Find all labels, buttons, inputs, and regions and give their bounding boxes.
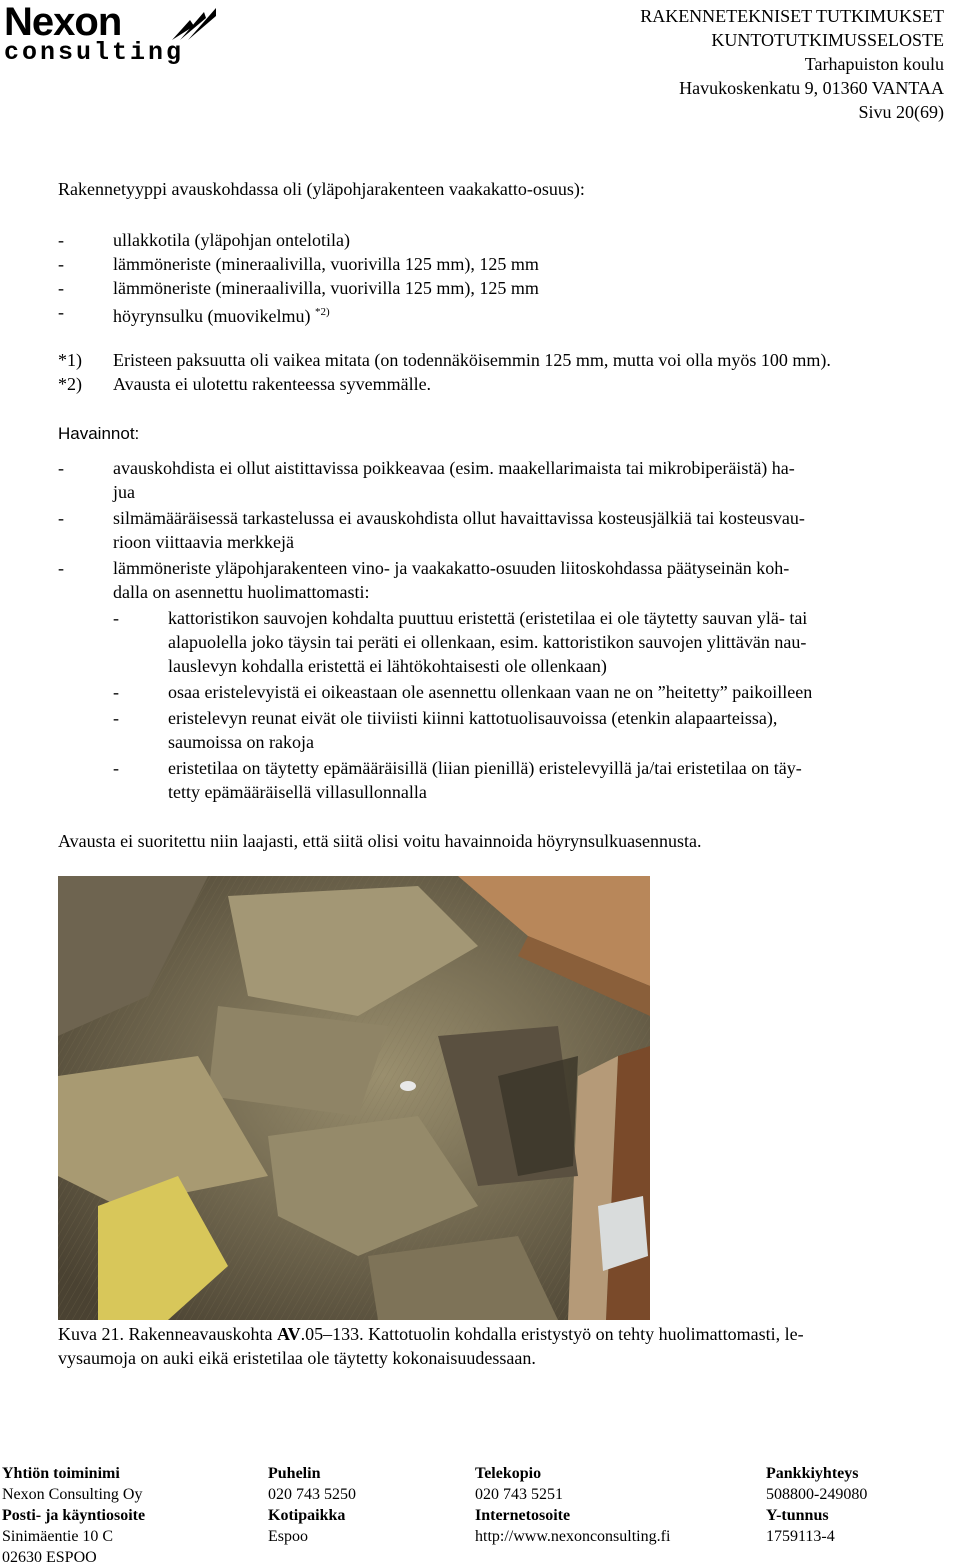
footnote-text: Avausta ei ulotettu rakenteessa syvemmälle. (113, 374, 432, 394)
sub-observation-line: tetty epämääräisellä villasullonnalla (168, 782, 427, 802)
logo-top-text: Nexon (4, 0, 122, 44)
structure-item: höyrynsulku (muovikelmu) $^{*2)}$ (113, 306, 330, 326)
structure-item: ullakkotila (yläpohjan ontelotila) (113, 230, 350, 250)
sub-observation-line: kattoristikon sauvojen kohdalta puuttuu eristettä (eristetilaa ei ole täytetty sauvan ylä- tai (168, 608, 808, 628)
footer-value: 508800-249080 (766, 1486, 868, 1503)
figure-caption: Kuva 21. Rakenneavauskohta AV.05–133. Kattotuolin kohdalla eristystyö on tehty huolimattomasti, le- (58, 1324, 804, 1344)
sub-observation-line: osaa eristelevyistä ei oikeastaan ole asennettu ollenkaan vaan ne on ”heitetty” paikoilleen (168, 682, 813, 702)
footer-value: Sinimäentie 10 C (2, 1528, 114, 1545)
list-dash: - (58, 278, 64, 298)
footer-label: Internetosoite (475, 1507, 571, 1524)
footnote-mark: *2) (58, 374, 82, 394)
footer-label: Kotipaikka (268, 1507, 346, 1524)
sub-observation-line: saumoissa on rakoja (168, 732, 314, 752)
header-line: RAKENNETEKNISET TUTKIMUKSET (640, 6, 944, 26)
page-number: Sivu 20(69) (858, 102, 944, 122)
sub-observation-line: eristelevyn reunat eivät ole tiiviisti kiinni kattotuolisauvoissa (etenkin alapaarteissa), (168, 708, 778, 728)
list-dash: - (58, 558, 64, 578)
footer-value: Espoo (268, 1528, 308, 1545)
footer-value: Nexon Consulting Oy (2, 1486, 143, 1503)
company-logo (4, 0, 224, 74)
footer-label: Yhtiön toiminimi (2, 1465, 120, 1482)
footer-label: Telekopio (475, 1465, 542, 1482)
header-line: Tarhapuiston koulu (804, 54, 944, 74)
conclusion-text: Avausta ei suoritettu niin laajasti, että siitä olisi voitu havainnoida höyrynsulkuasennusta. (58, 831, 702, 851)
sub-observation-line: lauslevyn kohdalla eristettä ei lähtökohtaisesti ole ollenkaan) (168, 656, 607, 676)
list-dash: - (113, 682, 119, 702)
insulation-photo (58, 876, 650, 1320)
footer-value: 02630 ESPOO (2, 1549, 97, 1566)
header-line: KUNTOTUTKIMUSSELOSTE (711, 30, 944, 50)
observation-line: jua (113, 482, 135, 502)
logo-bottom-text: consulting (4, 38, 185, 67)
list-dash: - (113, 758, 119, 778)
report-header (640, 4, 944, 124)
figure-caption-line2: vysaumoja on auki eikä eristetilaa ole täytetty kokonaisuudessaan. (58, 1348, 536, 1368)
observation-line: lämmöneriste yläpohjarakenteen vino- ja vaakakatto-osuuden liitoskohdassa päätyseinän koh- (113, 558, 790, 578)
footer-value: 1759113-4 (766, 1528, 835, 1545)
observation-line: avauskohdista ei ollut aistittavissa poikkeavaa (esim. maakellarimaista tai mikrobiperäistä) ha- (113, 458, 795, 478)
footer-value: 020 743 5251 (475, 1486, 563, 1503)
footer-label: Pankkiyhteys (766, 1465, 859, 1482)
structure-item: lämmöneriste (mineraalivilla, vuorivilla 125 mm), 125 mm (113, 254, 539, 274)
sub-observation-line: eristetilaa on täytetty epämääräisillä (liian pienillä) eristelevyillä ja/tai eristetilaa on täy- (168, 758, 802, 778)
list-dash: - (113, 608, 119, 628)
footer-label: Puhelin (268, 1465, 321, 1482)
list-dash: - (58, 230, 64, 250)
list-dash: - (58, 458, 64, 478)
observation-line: dalla on asennettu huolimattomasti: (113, 582, 370, 602)
footnote-text: Eristeen paksuutta oli vaikea mitata (on todennäköisemmin 125 mm, mutta voi olla myös 100 mm). (113, 350, 831, 370)
header-line: Havukoskenkatu 9, 01360 VANTAA (679, 78, 944, 98)
list-dash: - (58, 254, 64, 274)
structure-title: Rakennetyyppi avauskohdassa oli (yläpohjarakenteen vaakakatto-osuus): (58, 179, 585, 199)
structure-item: lämmöneriste (mineraalivilla, vuorivilla 125 mm), 125 mm (113, 278, 539, 298)
website-link[interactable]: http://www.nexonconsulting.fi (475, 1528, 671, 1545)
footer-label: Y-tunnus (766, 1507, 829, 1524)
observation-line: silmämääräisessä tarkastelussa ei avauskohdista ollut havaittavissa kosteusjälkiä tai kosteusvau- (113, 508, 805, 528)
sub-observation-line: alapuolella joko täysin tai peräti ei ollenkaan, esim. kattoristikon sauvojen ylittävän nau- (168, 632, 807, 652)
footer-value: 020 743 5250 (268, 1486, 356, 1503)
list-dash: - (58, 302, 64, 322)
caption-code: AV (276, 1324, 301, 1344)
observation-line: rioon viittaavia merkkejä (113, 532, 294, 552)
list-dash: - (58, 508, 64, 528)
footnote-ref: *2) (314, 306, 330, 318)
footnote-mark: *1) (58, 350, 82, 370)
footer-label: Posti- ja käyntiosoite (2, 1507, 146, 1524)
observations-heading: Havainnot: (58, 424, 140, 443)
logo-wing-icon (170, 6, 220, 42)
list-dash: - (113, 708, 119, 728)
